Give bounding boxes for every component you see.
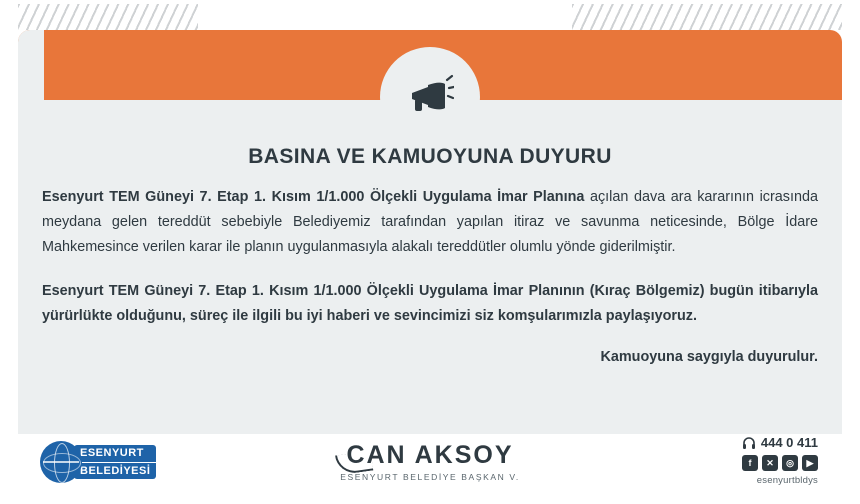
mayor-signature xyxy=(340,441,520,482)
paragraph-1-text: açılan dava ara kararının icrasında meydana gelen tereddüt sebebiyle Belediyemiz tarafından yapılan itiraz ve savunma neticesinde, Bölge İdare Mahkemesince verilen karar ile planın uygulanmasıyla alakalı tereddütler olumlu yönde giderilmiştir. xyxy=(42,189,818,255)
hatch-decoration-left xyxy=(18,4,198,30)
twitter-x-icon[interactable]: ✕ xyxy=(762,455,778,471)
closing-line: Kamuoyuna saygıyla duyurulur. xyxy=(600,348,818,365)
paragraph-1-lead: Esenyurt TEM Güneyi 7. Etap 1. Kısım 1/1.000 Ölçekli Uygulama İmar Planına xyxy=(42,189,585,205)
mayor-title: ESENYURT BELEDİYE BAŞKAN V. xyxy=(340,472,520,482)
social-handle: esenyurtbldys xyxy=(756,475,818,486)
announcement-body xyxy=(42,185,818,365)
paragraph-2 xyxy=(42,279,818,329)
contact-block xyxy=(742,435,818,486)
megaphone-icon xyxy=(387,54,473,140)
municipality-name xyxy=(74,445,156,479)
phone-line xyxy=(742,435,818,450)
mayor-name-text: CAN AKSOY xyxy=(346,441,514,469)
page-title: BASINA VE KAMUOYUNA DUYURU xyxy=(248,145,612,168)
hatch-decoration-right xyxy=(572,4,842,30)
poster-footer xyxy=(18,434,842,496)
phone-number[interactable]: 444 0 411 xyxy=(760,435,818,450)
social-icons xyxy=(742,455,818,471)
municipality-line1: ESENYURT xyxy=(74,445,156,462)
paragraph-1 xyxy=(42,185,818,259)
mayor-name xyxy=(346,441,513,470)
paragraph-2-text: Esenyurt TEM Güneyi 7. Etap 1. Kısım 1/1.000 Ölçekli Uygulama İmar Planının (Kıraç Bölgemiz) bugün itibarıyla yürürlükte olduğunu, süreç ile ilgili bu iyi haberi ve sevincimizi siz komşularımızla paylaşıyoruz. xyxy=(42,283,818,325)
facebook-icon[interactable]: f xyxy=(742,455,758,471)
globe-meridian xyxy=(43,453,81,473)
municipality-line2: BELEDİYESİ xyxy=(74,463,156,480)
globe-icon xyxy=(40,441,82,483)
instagram-icon[interactable]: ◎ xyxy=(782,455,798,471)
header-band-notch xyxy=(18,30,44,100)
headset-icon xyxy=(742,436,756,450)
youtube-icon[interactable]: ▶ xyxy=(802,455,818,471)
municipality-logo xyxy=(40,440,172,484)
